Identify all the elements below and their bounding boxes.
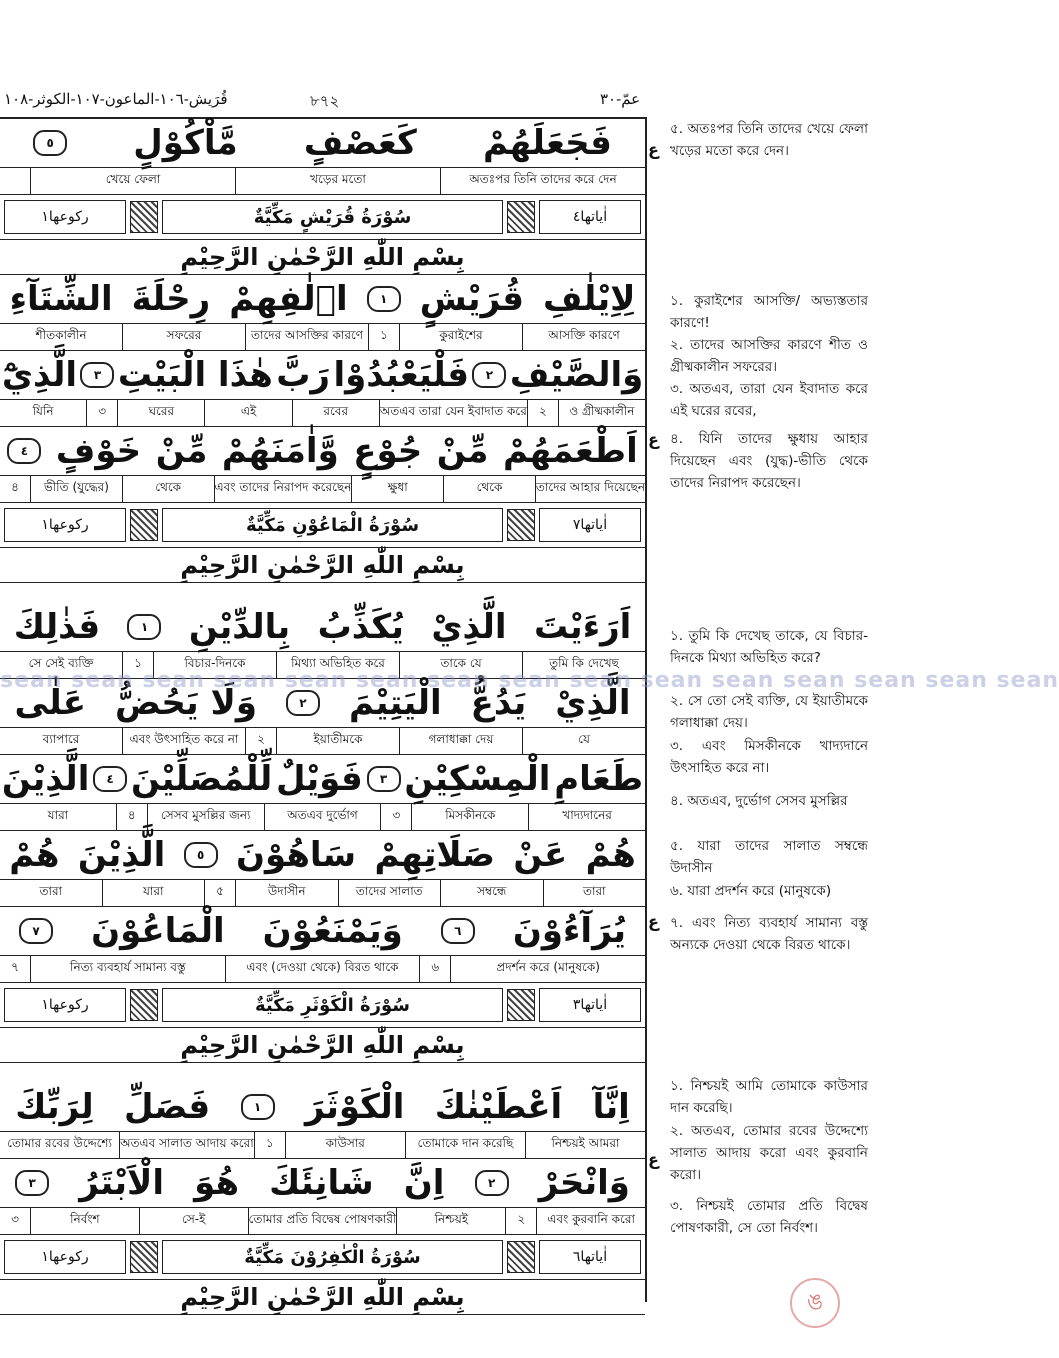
bangla-word-cell: ৬ — [419, 956, 450, 982]
ruku-mark: ع — [648, 1150, 659, 1169]
bangla-row — [0, 168, 645, 195]
arabic-word: الْكَوْثَرَ — [304, 1087, 405, 1127]
ayat-count: اٰياتها٦ — [539, 1240, 641, 1274]
word-by-word-table — [0, 117, 645, 1315]
ayah-end-marker: ٣ — [367, 766, 401, 792]
ornament-icon — [130, 989, 158, 1021]
bangla-word-cell: এবং (দেওয়া থেকে) বিরত থাকে — [225, 956, 420, 982]
bangla-word-cell: নিত্য ব্যবহার্য সামান্য বস্তু — [30, 956, 225, 982]
bangla-word-cell: ইয়াতীমকে — [276, 728, 399, 754]
spacer — [0, 1063, 645, 1083]
bangla-row — [0, 400, 645, 427]
bangla-word-cell: বিচার-দিনকে — [153, 652, 276, 678]
bismillah: بِسْمِ اللّٰهِ الرَّحْمٰنِ الرَّحِيْمِ — [0, 548, 645, 583]
bangla-word-cell: ৩ — [380, 804, 411, 830]
surah-header — [0, 503, 645, 548]
bangla-word-cell: যে — [522, 728, 645, 754]
arabic-row — [0, 275, 645, 324]
arabic-word: هُوَ — [194, 1163, 240, 1203]
ruku-mark: ع — [648, 912, 659, 931]
bangla-word-cell: তাকে যে — [399, 652, 522, 678]
bangla-word-cell: সম্বন্ধে — [440, 880, 543, 906]
translation-verse: ৫. যারা তাদের সালাত সম্বন্ধে উদাসীন — [670, 838, 868, 876]
arabic-word: لِرَبِّكَ — [15, 1087, 94, 1127]
ayah-end-marker: ٧ — [19, 918, 53, 944]
bangla-row — [0, 804, 645, 831]
bangla-row — [0, 476, 645, 503]
arabic-row — [0, 831, 645, 880]
arabic-row — [0, 1083, 645, 1132]
bangla-row — [0, 880, 645, 907]
translation-verse: ৪. অতএব, দুর্ভোগ সেসব মুসল্লির — [670, 793, 848, 809]
arabic-word: فَذٰلِكَ — [13, 607, 101, 647]
ornament-icon — [507, 201, 535, 233]
surah-name: سُوْرَةُ الْكٰفِرُوْنَ مَكِّيَّةٌ — [162, 1240, 503, 1274]
bangla-word-cell: তাদের সালাত — [338, 880, 441, 906]
bangla-word-cell: ঘরের — [117, 400, 204, 426]
arabic-word: اَرَءَيْتَ — [533, 607, 632, 647]
translation-verse: ৬. যারা প্রদর্শন করে (মানুষকে) — [670, 883, 832, 899]
arabic-word: شَانِئَكَ — [269, 1163, 374, 1203]
ayah-end-marker: ٢ — [286, 690, 320, 716]
translation-verse: ১. কুরাইশের আসক্তি/ অভ্যস্ততার কারণে! — [670, 293, 868, 331]
ruku-count: ركوعها١ — [4, 1240, 126, 1274]
arabic-word: سَاهُوْنَ — [236, 835, 357, 875]
bangla-word-cell: ৩ — [11, 1212, 19, 1226]
translation-verse: ৭. এবং নিত্য ব্যবহার্য সামান্য বস্তু অন্যকে দেওয়া থেকে বিরত থাকে। — [670, 915, 868, 953]
ayat-count: اٰياتها٤ — [539, 200, 641, 234]
bangla-word-cell: খেয়ে ফেলা — [30, 168, 235, 194]
ayah-end-marker: ١ — [241, 1094, 275, 1120]
bangla-word-cell: খাদ্যদানের — [528, 804, 645, 830]
arabic-word: مِّنْ — [155, 431, 208, 471]
translation-verse: ৩. অতএব, তারা যেন ইবাদাত করে এই ঘরের রবের, — [670, 381, 868, 419]
ayah-end-marker: ٢ — [475, 1170, 509, 1196]
bangla-word-cell: মিসকীনকে — [411, 804, 528, 830]
ayah-end-marker: ٣ — [80, 362, 114, 388]
ayah-end-marker: ٥ — [33, 130, 67, 156]
bangla-word-cell: কাউসার — [285, 1132, 405, 1158]
ornament-icon — [507, 1241, 535, 1273]
bangla-word-cell: এবং কুরবানি করো — [536, 1208, 645, 1234]
bangla-word-cell: ৩ — [86, 400, 117, 426]
header-juz: عمّ-٣٠ — [600, 90, 641, 108]
bangla-word-cell: ৪ — [11, 480, 19, 494]
arabic-row — [0, 351, 645, 400]
bangla-word-cell: ৭ — [11, 960, 19, 974]
arabic-word: اٖلٰفِهِمْ — [229, 279, 348, 319]
bangla-word-cell: সফরের — [122, 324, 245, 350]
arabic-word: طَعَامِ — [554, 759, 644, 799]
bangla-word-cell: যারা — [102, 880, 205, 906]
arabic-word: وَيَمْنَعُوْنَ — [262, 911, 403, 951]
bangla-word-cell: ১ — [368, 324, 399, 350]
arabic-word: فَجَعَلَهُمْ — [482, 123, 612, 163]
bangla-word-cell: তাদের আসক্তির কারণে — [245, 324, 368, 350]
surah-name: سُوْرَةُ قُرَيْشٍ مَكِّيَّةٌ — [162, 200, 503, 234]
bangla-word-cell: এবং তাদের নিরাপদ করেছেন — [214, 476, 352, 502]
bismillah: بِسْمِ اللّٰهِ الرَّحْمٰنِ الرَّحِيْمِ — [0, 240, 645, 275]
translation-verse: ২. তাদের আসক্তির কারণে শীত ও গ্রীষ্মকালীন সফরের। — [670, 337, 868, 375]
translation-verse: ৩. এবং মিসকীনকে খাদ্যদানে উৎসাহিত করে না। — [670, 738, 868, 776]
bangla-word-cell: মিথ্যা অভিহিত করে — [276, 652, 399, 678]
arabic-word: جُوْعٍ — [353, 431, 423, 471]
arabic-word: مَّاْكُوْلٍ — [133, 123, 238, 163]
surah-header — [0, 983, 645, 1028]
bangla-word-cell: ১ — [254, 1132, 285, 1158]
ayah-end-marker: ٥ — [184, 842, 218, 868]
bangla-word-cell: তোমাকে দান করেছি — [405, 1132, 525, 1158]
surah-header — [0, 195, 645, 240]
ornament-icon — [130, 201, 158, 233]
bangla-word-cell: কুরাইশের — [399, 324, 522, 350]
arabic-word: صَلَاتِهِمْ — [374, 835, 496, 875]
bangla-word-cell: খড়ের মতো — [235, 168, 440, 194]
translation-verse: ৫. অতঃপর তিনি তাদের খেয়ে ফেলা খড়ের মতো করে দেন। — [670, 121, 868, 159]
arabic-word: الْيَتِيْمَ — [348, 683, 442, 723]
bangla-word-cell: ৫ — [204, 880, 235, 906]
bangla-word-cell: শীতকালীন — [35, 328, 87, 342]
arabic-word: فَلْيَعْبُدُوْا — [333, 355, 469, 395]
arabic-word: الْاَبْتَرُ — [79, 1163, 164, 1203]
arabic-word: هٰذَا الْبَيْتِ — [117, 355, 273, 395]
arabic-row — [0, 119, 645, 168]
bangla-word-cell: এই — [204, 400, 291, 426]
translation-verse: ১. নিশ্চয়ই আমি তোমাকে কাউসার দান করেছি। — [670, 1078, 868, 1116]
arabic-word: هُمْ — [9, 835, 60, 875]
arabic-word: وَلَا يَحُضُّ — [115, 683, 257, 723]
translation-verse: ৪. যিনি তাদের ক্ষুধায় আহার দিয়েছেন এবং (যুদ্ধ)-ভীতি থেকে তাদের নিরাপদ করেছেন। — [670, 431, 868, 491]
bangla-word-cell: সেসব মুসল্লির জন্য — [147, 804, 264, 830]
watermark: sean sean sean sean sean sean sean sean sean sean sean sean sean sean sean — [0, 668, 1059, 693]
ayat-count: اٰياتها٧ — [539, 508, 641, 542]
bangla-word-cell: থেকে — [122, 476, 214, 502]
arabic-row — [0, 755, 645, 804]
arabic-word: عَلٰى — [14, 683, 87, 723]
arabic-word: عَنْ — [513, 835, 568, 875]
arabic-word: فَصَلِّ — [124, 1087, 211, 1127]
arabic-word: اِنَّآ — [592, 1087, 630, 1127]
ayah-end-marker: ٤ — [7, 438, 41, 464]
bangla-word-cell: তোমার প্রতি বিদ্বেষ পোষণকারী — [248, 1208, 397, 1234]
arabic-word: لِّلْمُصَلِّيْنَ — [130, 759, 273, 799]
arabic-word: رِحْلَةَ — [131, 279, 211, 319]
ruku-mark: ع — [648, 140, 659, 159]
bangla-word-cell: ২ — [505, 1208, 536, 1234]
arabic-word: خَوْفٍ — [55, 431, 142, 471]
bangla-word-cell: ২ — [527, 400, 558, 426]
bangla-word-cell: এবং উৎসাহিত করে না — [122, 728, 245, 754]
bangla-word-cell: নির্বংশ — [30, 1208, 139, 1234]
ayah-end-marker: ١ — [367, 286, 401, 312]
bangla-word-cell: (যুদ্ধের) ভীতি — [30, 476, 122, 502]
ayah-end-marker: ٣ — [15, 1170, 49, 1196]
ornament-icon — [130, 1241, 158, 1273]
column-divider — [645, 117, 647, 1302]
translation-verse: ২. অতএব, তোমার রবের উদ্দেশ্যে সালাত আদায় করো এবং কুরবানি করো। — [670, 1123, 868, 1183]
bangla-word-cell: ১ — [122, 652, 153, 678]
bangla-word-cell: নিশ্চয়ই — [396, 1208, 505, 1234]
bangla-word-cell — [0, 168, 30, 194]
arabic-word: هُمْ — [585, 835, 636, 875]
bangla-word-cell: যারা — [47, 808, 69, 822]
arabic-word: رَبَّ — [276, 355, 330, 395]
spacer — [0, 583, 645, 603]
translation-verse: ১. তুমি কি দেখেছ তাকে, যে বিচার-দিনকে মিথ্যা অভিহিত করে? — [670, 628, 868, 666]
bangla-row — [0, 728, 645, 755]
surah-name: سُوْرَةُ الْكَوْثَرِ مَكِّيَّةٌ — [162, 988, 503, 1022]
arabic-word: الَّذِيْنَ — [77, 835, 166, 875]
bangla-word-cell: থেকে — [443, 476, 535, 502]
ornament-icon — [130, 509, 158, 541]
page-number: ৮৭২ — [310, 92, 340, 110]
bangla-word-cell: ৪ — [116, 804, 147, 830]
ornament-icon — [507, 509, 535, 541]
bangla-row — [0, 1132, 645, 1159]
bangla-word-cell: রবের — [292, 400, 379, 426]
header-surah-list: قُرَيش-١٠٦-الماعون-١٠٧-الكوثر-١٠٨ — [4, 90, 228, 108]
arabic-word: قُرَيْشٍ — [419, 279, 524, 319]
arabic-row — [0, 907, 645, 956]
ayah-end-marker: ١ — [127, 614, 161, 640]
ruku-count: ركوعها١ — [4, 508, 126, 542]
ayat-count: اٰياتها٣ — [539, 988, 641, 1022]
ayah-end-marker: ٢ — [472, 362, 506, 388]
ruku-mark: ع — [648, 430, 659, 449]
bangla-word-cell: যিনি — [32, 404, 54, 418]
bangla-word-cell: ও গ্রীষ্মকালীন — [558, 400, 645, 426]
bangla-row — [0, 956, 645, 983]
arabic-word: الَّذِيْٓ — [1, 355, 78, 395]
bangla-word-cell: তারা — [543, 880, 646, 906]
bismillah: بِسْمِ اللّٰهِ الرَّحْمٰنِ الرَّحِيْمِ — [0, 1028, 645, 1063]
arabic-row — [0, 1159, 645, 1208]
bangla-word-cell: সে-ই — [139, 1208, 248, 1234]
arabic-word: الَّذِيْنَ — [1, 759, 90, 799]
arabic-row — [0, 603, 645, 652]
arabic-word: وَّاٰمَنَهُمْ — [221, 431, 339, 471]
arabic-word: الشِّتَآءِ — [9, 279, 113, 319]
translation-verse: ২. সে তো সেই ব্যক্তি, যে ইয়াতীমকে গলাধাক্কা দেয়। — [670, 693, 868, 731]
translation-verse: ৩. নিশ্চয়ই তোমার প্রতি বিদ্বেষ পোষণকারী, সে তো নির্বংশ। — [670, 1198, 868, 1236]
arabic-word: فَوَيْلٌ — [276, 759, 363, 799]
bangla-word-cell: তুমি কি দেখেছ — [522, 652, 645, 678]
arabic-word: الَّذِيْ — [555, 683, 631, 723]
bangla-word-cell: ২ — [245, 728, 276, 754]
arabic-word: اِنَّ — [403, 1163, 445, 1203]
arabic-word: الْمِسْكِيْنِ — [404, 759, 551, 799]
arabic-word: بِالدِّيْنِ — [188, 607, 291, 647]
arabic-word: مِّنْ — [436, 431, 489, 471]
arabic-word: يُكَذِّبُ — [317, 607, 404, 647]
bangla-word-cell: উদাসীন — [235, 880, 338, 906]
arabic-word: اَطْعَمَهُمْ — [502, 431, 638, 471]
bangla-word-cell: তাদের আহার দিয়েছেন — [535, 476, 645, 502]
bangla-word-cell: নিশ্চয়ই আমরা — [525, 1132, 645, 1158]
bangla-word-cell: প্রদর্শন করে (মানুষকে) — [450, 956, 645, 982]
bangla-word-cell: তারা — [39, 884, 63, 898]
surah-header — [0, 1235, 645, 1280]
publisher-logo: ঙ — [790, 1278, 840, 1328]
bangla-word-cell: গলাধাক্কা দেয় — [399, 728, 522, 754]
bangla-word-cell: আসক্তি কারণে — [522, 324, 645, 350]
bangla-row — [0, 1208, 645, 1235]
ruku-count: ركوعها١ — [4, 988, 126, 1022]
bangla-word-cell: তোমার রবের উদ্দেশ্যে — [7, 1136, 112, 1150]
ornament-icon — [507, 989, 535, 1021]
bangla-word-cell: সে সেই ব্যক্তি — [28, 656, 94, 670]
arabic-word: الْمَاعُوْنَ — [91, 911, 225, 951]
bangla-word-cell: অতএব সালাত আদায় করো — [119, 1132, 254, 1158]
bangla-word-cell: অতঃপর তিনি তাদের করে দেন — [440, 168, 645, 194]
arabic-word: كَعَصْفٍ — [303, 123, 417, 163]
ayah-end-marker: ٤ — [93, 766, 127, 792]
bangla-word-cell: ক্ষুধা — [351, 476, 443, 502]
arabic-word: الَّذِيْ — [431, 607, 507, 647]
bangla-word-cell: অতএব তারা যেন ইবাদাত করে — [379, 400, 527, 426]
arabic-word: اَعْطَيْنٰكَ — [434, 1087, 563, 1127]
bangla-word-cell: ব্যাপারে — [42, 732, 80, 746]
bismillah: بِسْمِ اللّٰهِ الرَّحْمٰنِ الرَّحِيْمِ — [0, 1280, 645, 1315]
bangla-row — [0, 324, 645, 351]
arabic-word: لِاِيْلٰفِ — [543, 279, 636, 319]
surah-name: سُوْرَةُ الْمَاعُوْنِ مَكِّيَّةٌ — [162, 508, 503, 542]
arabic-row — [0, 427, 645, 476]
arabic-word: يُرَآءُوْنَ — [512, 911, 626, 951]
arabic-word: وَالصَّيْفِ — [509, 355, 644, 395]
bangla-word-cell: অতএব দুর্ভোগ — [264, 804, 381, 830]
arabic-word: وَانْحَرْ — [538, 1163, 630, 1203]
ruku-count: ركوعها١ — [4, 200, 126, 234]
arabic-word: يَدُعُّ — [470, 683, 527, 723]
ayah-end-marker: ٦ — [441, 918, 475, 944]
